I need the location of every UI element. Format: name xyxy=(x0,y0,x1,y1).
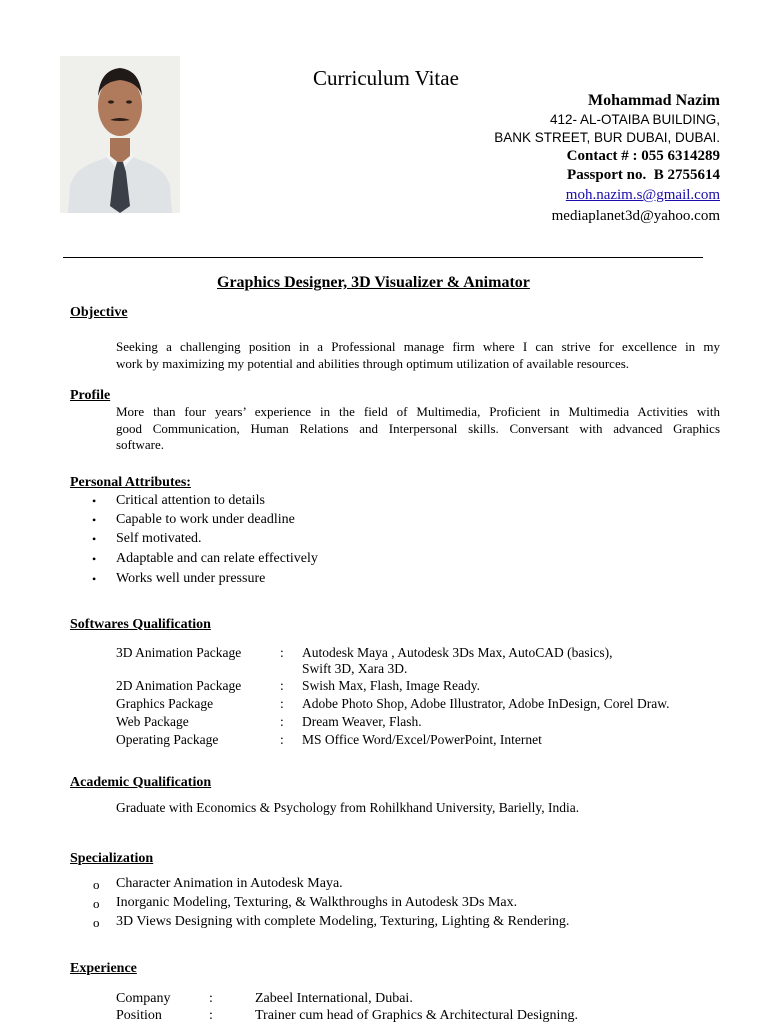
objective-line: Seeking a challenging position in a Professional manage firm where I can strive for excellence in my xyxy=(116,339,720,354)
software-value: MS Office Word/Excel/PowerPoint, Internet xyxy=(302,732,542,747)
address-line-1: 412- AL-OTAIBA BUILDING, xyxy=(549,112,720,127)
colon: : xyxy=(209,1008,213,1023)
list-item: Inorganic Modeling, Texturing, & Walkthroughs in Autodesk 3Ds Max. xyxy=(116,895,518,910)
experience-value: Zabeel International, Dubai. xyxy=(255,991,413,1006)
colon: : xyxy=(280,645,284,660)
colon: : xyxy=(209,991,213,1006)
colon: : xyxy=(280,714,284,729)
candidate-name: Mohammad Nazim xyxy=(588,92,720,109)
software-value: Autodesk Maya , Autodesk 3Ds Max, AutoCAD (basics), xyxy=(302,645,613,660)
list-item: Character Animation in Autodesk Maya. xyxy=(116,876,343,891)
email-link-gmail[interactable]: moh.nazim.s@gmail.com xyxy=(565,187,720,203)
list-item: Self motivated. xyxy=(116,531,202,546)
list-item: Adaptable and can relate effectively xyxy=(116,551,318,566)
circle-bullet-icon: o xyxy=(93,915,100,930)
list-item: Works well under pressure xyxy=(116,571,266,586)
software-label: Graphics Package xyxy=(116,696,214,711)
bullet-icon: • xyxy=(92,572,97,586)
software-value: Adobe Photo Shop, Adobe Illustrator, Adobe InDesign, Corel Draw. xyxy=(302,696,670,711)
specialization-heading: Specialization xyxy=(70,851,154,866)
address-line-2: BANK STREET, BUR DUBAI, DUBAI. xyxy=(494,130,720,145)
contact-line xyxy=(567,148,720,165)
software-value: Swift 3D, Xara 3D. xyxy=(302,661,408,676)
circle-bullet-icon: o xyxy=(93,877,100,892)
attributes-heading: Personal Attributes: xyxy=(70,475,191,490)
academic-text: Graduate with Economics & Psychology from Rohilkhand University, Barielly, India. xyxy=(116,800,580,815)
passport-label: Passport no. xyxy=(567,167,647,183)
list-item: 3D Views Designing with complete Modeling, Texturing, Lighting & Rendering. xyxy=(116,914,570,929)
objective-text xyxy=(116,339,720,372)
bullet-icon: • xyxy=(92,532,97,546)
bullet-icon: • xyxy=(92,494,97,508)
colon: : xyxy=(280,696,284,711)
profile-line: software. xyxy=(116,437,165,452)
contact-value: 055 6314289 xyxy=(641,148,720,164)
objective-heading: Objective xyxy=(70,305,128,320)
list-item: Capable to work under deadline xyxy=(116,512,295,527)
passport-value: B 2755614 xyxy=(653,167,720,183)
software-value: Swish Max, Flash, Image Ready. xyxy=(302,678,480,693)
bullet-icon: • xyxy=(92,513,97,527)
objective-line: work by maximizing my potential and abilities through optimum utilization of available resources. xyxy=(116,355,630,371)
profile-line: More than four years’ experience in the field of Multimedia, Proficient in Multimedia Activities with xyxy=(116,404,720,419)
software-heading: Softwares Qualification xyxy=(70,617,211,632)
job-headline: Graphics Designer, 3D Visualizer & Animator xyxy=(217,274,530,291)
software-label: Operating Package xyxy=(116,732,219,747)
software-value: Dream Weaver, Flash. xyxy=(302,714,422,729)
experience-heading: Experience xyxy=(70,961,137,976)
academic-heading: Academic Qualification xyxy=(70,775,212,790)
email-yahoo: mediaplanet3d@yahoo.com xyxy=(551,208,720,224)
experience-label: Company xyxy=(116,991,171,1006)
bullet-icon: • xyxy=(92,552,97,566)
person-portrait-icon xyxy=(60,56,180,213)
header-divider xyxy=(63,257,703,258)
list-item: Critical attention to details xyxy=(116,493,265,508)
profile-photo xyxy=(60,56,180,213)
software-label: 2D Animation Package xyxy=(116,678,242,693)
passport-line xyxy=(567,167,720,184)
contact-label: Contact # : xyxy=(566,148,638,164)
experience-value: Trainer cum head of Graphics & Architectural Designing. xyxy=(255,1008,578,1023)
colon: : xyxy=(280,678,284,693)
document-title: Curriculum Vitae xyxy=(313,66,459,90)
software-label: Web Package xyxy=(116,714,189,729)
profile-text xyxy=(116,404,720,454)
profile-heading: Profile xyxy=(70,388,111,403)
circle-bullet-icon: o xyxy=(93,896,100,911)
software-label: 3D Animation Package xyxy=(116,645,242,660)
profile-line: good Communication, Human Relations and Interpersonal skills. Conversant with advanced Graphics xyxy=(116,420,720,436)
colon: : xyxy=(280,732,284,747)
experience-label: Position xyxy=(116,1008,162,1023)
